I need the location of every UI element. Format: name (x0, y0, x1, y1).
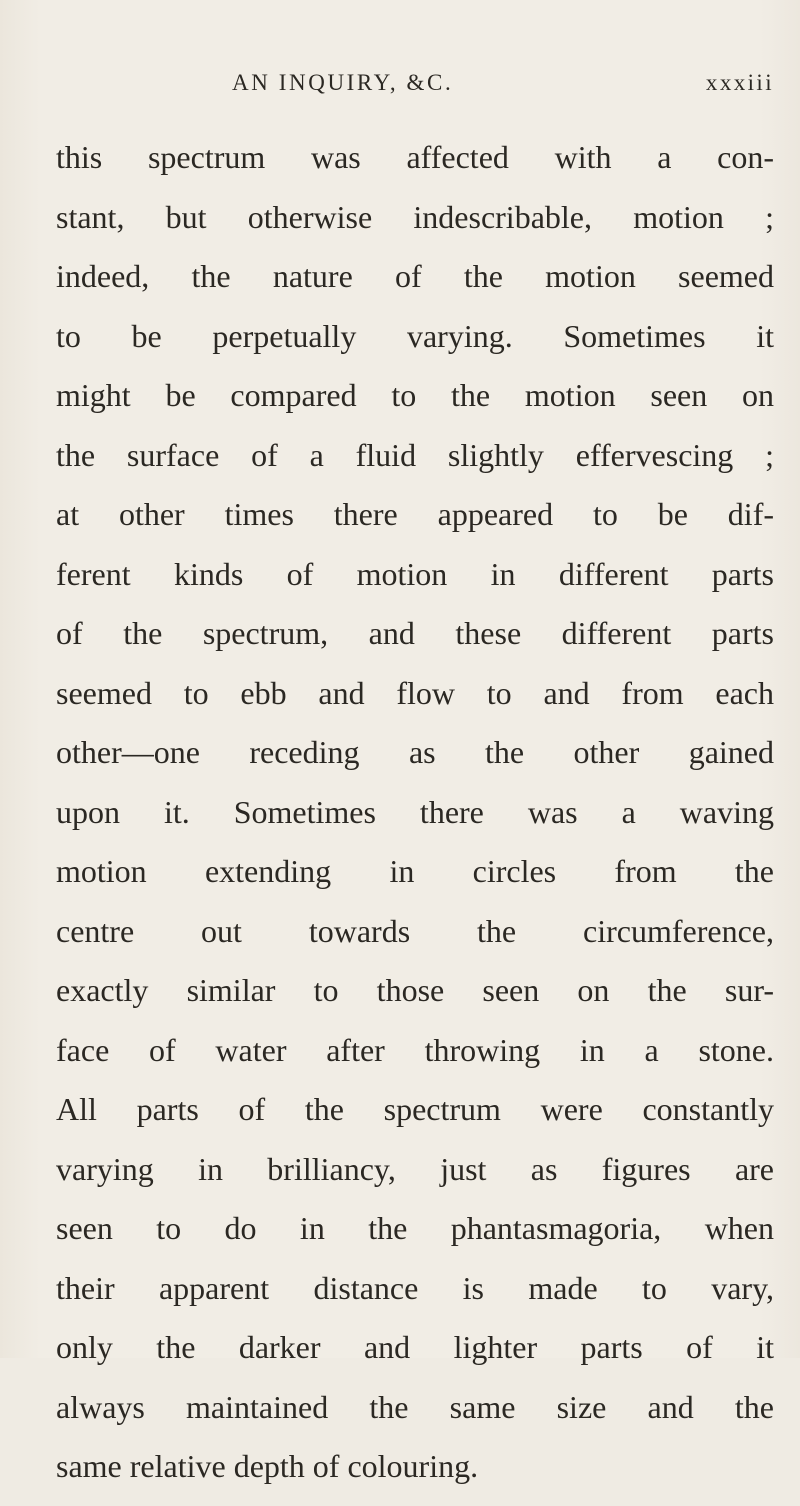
text-line: same relative depth of colouring. (56, 1448, 479, 1484)
text-line: indeed, the nature of the motion seemed (56, 258, 774, 294)
text-line: varying in brilliancy, just as figures are (56, 1150, 774, 1187)
text-line: ferent kinds of motion in different parts (56, 555, 774, 592)
text-line: seemed to ebb and flow to and from each (56, 674, 774, 711)
text-line: face of water after throwing in a stone. (56, 1031, 774, 1068)
text-line: All parts of the spectrum were constantly (56, 1091, 774, 1127)
text-line: only the darker and lighter parts of it (56, 1329, 774, 1365)
text-line: their apparent distance is made to vary, (56, 1269, 774, 1306)
text-line: always maintained the same size and the (56, 1388, 774, 1425)
text-line: to be perpetually varying. Sometimes it (56, 317, 774, 354)
text-line: the surface of a fluid slightly effervescing ; (56, 436, 774, 473)
text-line: might be compared to the motion seen on (56, 377, 774, 413)
text-line: other—one receding as the other gained (56, 734, 774, 770)
text-line: this spectrum was affected with a con- (56, 139, 774, 175)
text-line: motion extending in circles from the (56, 853, 774, 889)
running-head (232, 70, 794, 110)
text-line: exactly similar to those seen on the sur- (56, 972, 774, 1008)
running-title: AN INQUIRY, &C. (232, 70, 454, 95)
text-line: stant, but otherwise indescribable, motion ; (56, 198, 774, 235)
page-number: xxxiii (705, 70, 774, 95)
text-line: at other times there appeared to be dif- (56, 496, 774, 532)
text-line: upon it. Sometimes there was a waving (56, 793, 774, 830)
body-text (56, 137, 774, 1506)
text-line: of the spectrum, and these different parts (56, 615, 774, 651)
text-line: centre out towards the circumference, (56, 912, 774, 949)
text-line: seen to do in the phantasmagoria, when (56, 1210, 774, 1246)
